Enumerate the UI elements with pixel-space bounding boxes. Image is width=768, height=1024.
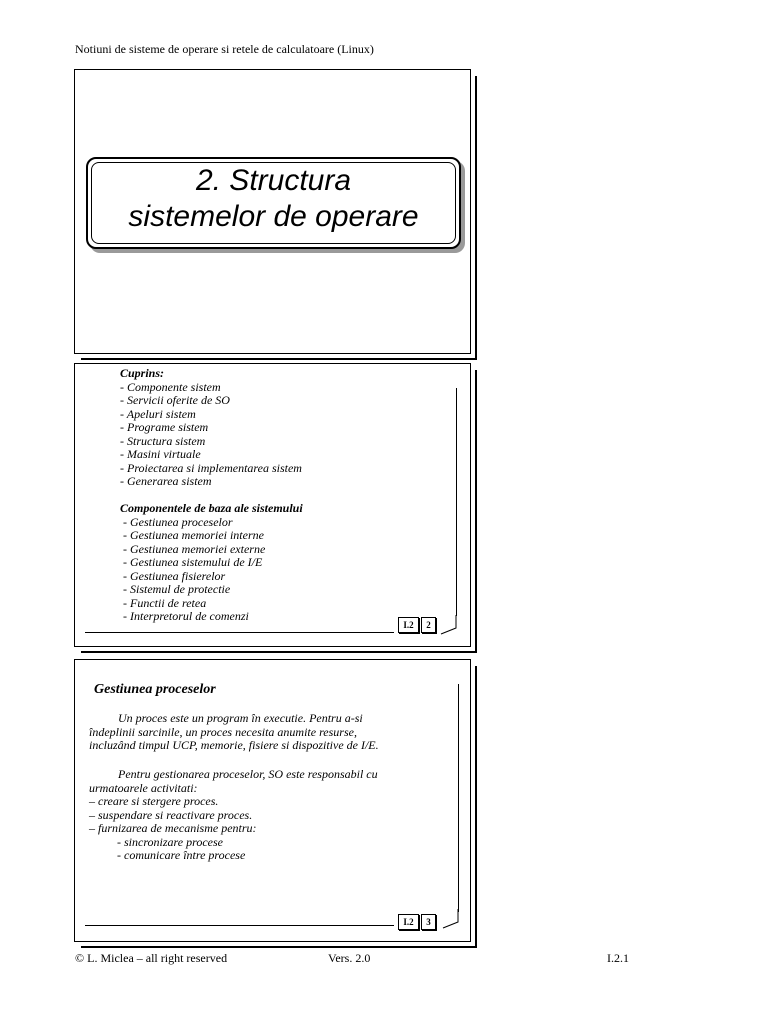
para2-line: urmatoarele activitati: [89,780,198,795]
para2-line: Pentru gestionarea proceselor, SO este responsabil cu [118,767,378,781]
list-item: - Servicii oferite de SO [120,393,230,407]
list-item: - Masini virtuale [120,447,201,461]
para2-line: - sincronizare procese [117,834,223,849]
footer-version: Vers. 2.0 [328,951,371,965]
list-item: - Sistemul de protectie [120,582,231,596]
footer-page-id: I.2.1 [607,951,629,965]
note-margin-line [458,684,459,912]
slide-title [74,69,471,354]
note-margin-line [456,388,457,616]
para1-line: Un proces este un program în executie. Pentru a-si [118,711,363,725]
list-item: - Functii de retea [120,595,207,610]
cuprins-heading: Cuprins: [120,366,165,380]
list-item: - Componente sistem [120,379,221,394]
para2-line: – creare si stergere proces. [89,794,219,808]
section-badge: I.2 [398,914,419,930]
paragraph-1 [89,712,379,753]
slide-gestiunea-proceselor [74,659,471,942]
section-badge: I.2 [398,617,419,633]
componente-list [120,502,303,624]
list-item: - Proiectarea si implementarea sistem [120,460,302,475]
page-number-badge: 3 [421,914,436,930]
title-frame [86,157,461,249]
note-bottom-line [85,925,394,926]
list-item: - Generarea sistem [120,474,212,488]
paragraph-2 [89,768,378,863]
page-number-badge: 2 [421,617,436,633]
list-item: - Gestiunea fisierelor [120,568,226,583]
componente-items [120,516,303,624]
title-line-2: sistemelor de operare [128,200,419,233]
list-item: - Gestiunea proceselor [120,514,233,529]
section-title: Gestiunea proceselor [94,682,216,697]
footer-copyright: © L. Miclea – all right reserved [75,951,228,965]
para1-line: îndeplinii sarcinile, un proces necesita anumite resurse, [89,724,357,739]
list-item: - Interpretorul de comenzi [120,609,249,623]
title-line-1: 2. Structura [195,164,352,197]
list-item: - Gestiunea memoriei interne [120,528,264,542]
para2-line: – suspendare si reactivare proces. [89,807,253,822]
list-item: - Gestiunea sistemului de I/E [120,555,263,569]
para1-line: incluzând timpul UCP, memorie, fisiere si dispozitive de I/E. [89,738,379,752]
page-curl-icon [439,614,463,638]
page-header: Notiuni de sisteme de operare si retele de calculatoare (Linux) [75,42,374,56]
cuprins-list [120,367,302,489]
cuprins-items [120,381,302,489]
list-item: - Apeluri sistem [120,406,196,421]
note-bottom-line [85,632,394,633]
list-item: - Programe sistem [120,420,209,434]
list-item: - Structura sistem [120,433,206,448]
list-item: - Gestiunea memoriei externe [120,541,266,556]
slide-title-text [88,163,459,235]
para2-line: – furnizarea de mecanisme pentru: [89,821,257,835]
para2-line: - comunicare între procese [117,848,246,862]
slide-contents [74,363,471,647]
page-curl-icon [441,908,465,932]
componente-heading: Componentele de baza ale sistemului [120,501,303,515]
